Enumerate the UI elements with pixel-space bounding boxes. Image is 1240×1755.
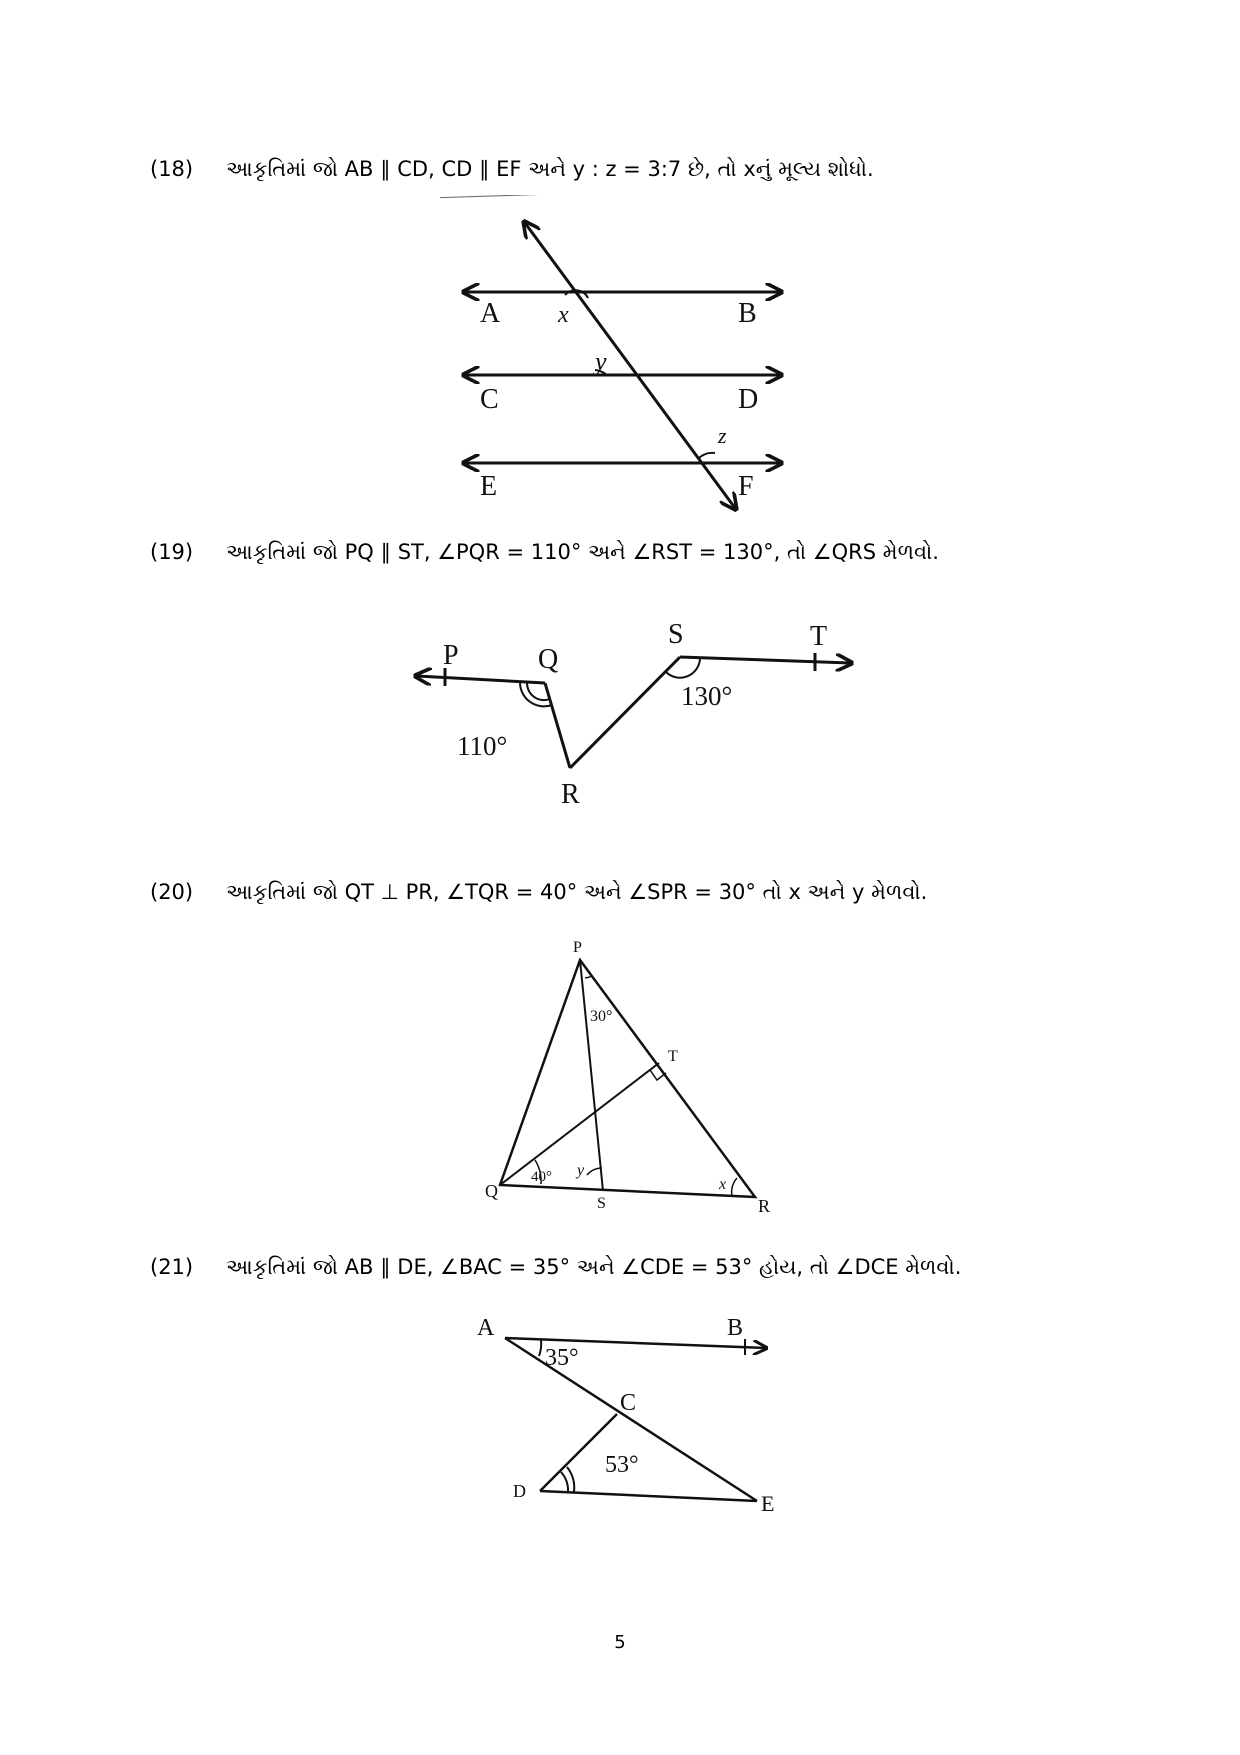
question-text: આકૃતિમાં જો QT ⊥ PR, ∠TQR = 40° અને ∠SPR = 30° તો x અને y મેળવો.: [226, 880, 928, 904]
label-d: D: [513, 1481, 526, 1501]
label-t: T: [668, 1048, 678, 1065]
ray-st: [680, 657, 850, 663]
ray-qp: [417, 676, 545, 683]
question-20: [150, 880, 927, 905]
label-a: A: [480, 298, 501, 329]
label-a: A: [477, 1315, 495, 1341]
label-angle-d: 53°: [605, 1452, 639, 1478]
label-d: D: [738, 384, 759, 415]
question-text: આકૃતિમાં જો AB ∥ CD, CD ∥ EF અને y : z = 3:7 છે, તો xનું મૂલ્ય શોધો.: [226, 157, 874, 181]
label-b: B: [738, 298, 757, 329]
triangle-pqr: [500, 960, 755, 1197]
question-text: આકૃતિમાં જો AB ∥ DE, ∠BAC = 35° અને ∠CDE = 53° હોય, તો ∠DCE મેળવો.: [226, 1255, 962, 1279]
label-p: P: [443, 640, 459, 671]
label-angle-q: 40°: [531, 1169, 552, 1185]
label-e: E: [480, 471, 498, 502]
label-p: P: [573, 939, 582, 956]
label-q: Q: [538, 644, 559, 675]
label-r: R: [758, 1196, 771, 1216]
question-number: (18): [150, 157, 194, 181]
question-number: (21): [150, 1255, 194, 1279]
label-q: Q: [485, 1181, 498, 1201]
question-21: [150, 1255, 961, 1280]
label-angle-p: 30°: [590, 1008, 613, 1025]
label-e: E: [761, 1491, 775, 1516]
transversal: [525, 223, 735, 508]
label-c: C: [620, 1390, 637, 1416]
label-x: x: [558, 302, 569, 328]
figure-19-zigzag: [405, 600, 875, 815]
label-c: C: [480, 384, 499, 415]
label-angle-a: 35°: [545, 1345, 579, 1371]
figure-18-parallel-lines: [440, 195, 810, 520]
segment-qr: [545, 683, 570, 768]
page-number: 5: [614, 1632, 626, 1653]
label-x: x: [719, 1176, 727, 1193]
segment-de: [540, 1491, 757, 1501]
segment-ps: [580, 960, 603, 1191]
question-number: (20): [150, 880, 194, 904]
question-19: [150, 540, 939, 565]
label-f: F: [738, 471, 754, 502]
question-number: (19): [150, 540, 194, 564]
label-r: R: [561, 779, 580, 810]
label-angle-s: 130°: [681, 681, 733, 711]
label-s: S: [668, 619, 684, 650]
label-z: z: [718, 423, 727, 448]
ray-ab: [505, 1338, 765, 1348]
question-text: આકૃતિમાં જો PQ ∥ ST, ∠PQR = 110° અને ∠RST = 130°, તો ∠QRS મેળવો.: [226, 540, 939, 564]
label-angle-q: 110°: [457, 731, 508, 761]
label-t: T: [810, 621, 828, 652]
label-y: y: [577, 1162, 585, 1179]
label-s: S: [597, 1195, 606, 1212]
figure-20-triangle: [475, 930, 790, 1220]
label-y: y: [595, 347, 607, 376]
figure-21-parallel-triangles: [465, 1315, 795, 1540]
label-b: B: [727, 1315, 744, 1341]
question-18: [150, 157, 874, 182]
segment-rs: [570, 657, 680, 768]
